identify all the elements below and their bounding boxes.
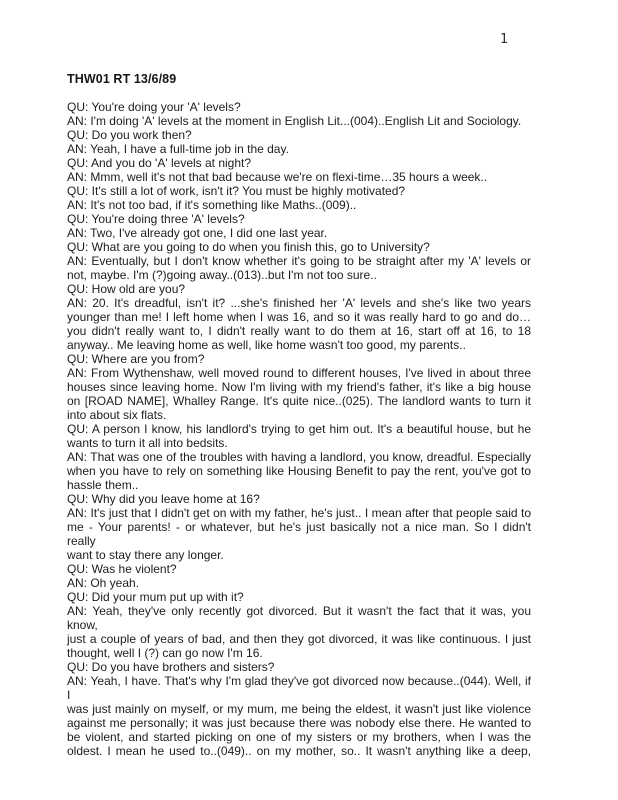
transcript-line: AN: 20. It's dreadful, isn't it? ...she's finished her 'A' levels and she's like two years [67, 296, 531, 310]
transcript-line: QU: Did your mum put up with it? [67, 590, 244, 604]
transcript-line: QU: A person I know, his landlord's trying to get him out. It's a beautiful house, but he [67, 422, 531, 436]
transcript-line: QU: You're doing three 'A' levels? [67, 212, 245, 226]
transcript-body [67, 100, 531, 758]
transcript-paragraph [67, 660, 531, 674]
transcript-line: QU: Do you work then? [67, 128, 192, 142]
transcript-line: oldest. I mean he used to..(049).. on my mother, so.. It wasn't anything like a deep, [67, 744, 531, 758]
transcript-paragraph [67, 100, 531, 114]
transcript-line: AN: Yeah, I have. That's why I'm glad they've got divorced now because..(044). Well, if I [67, 674, 531, 702]
transcript-paragraph [67, 562, 531, 576]
transcript-paragraph [67, 226, 531, 240]
transcript-paragraph [67, 674, 531, 758]
transcript-line: AN: Mmm, well it's not that bad because we're on flexi-time…35 hours a week.. [67, 170, 488, 184]
transcript-line: you didn't really want to, I didn't really want to do them at 16, start off at 16, to 18 [67, 324, 531, 338]
transcript-paragraph [67, 590, 531, 604]
transcript-paragraph [67, 156, 531, 170]
transcript-line: QU: Was he violent? [67, 562, 177, 576]
transcript-paragraph [67, 184, 531, 198]
transcript-line: was just mainly on myself, or my mum, me being the eldest, it wasn't just like violence [67, 702, 531, 716]
transcript-paragraph [67, 170, 531, 184]
transcript-line: me - Your parents! - or whatever, but he's just basically not a nice man. So I didn't really [67, 520, 531, 548]
transcript-paragraph [67, 450, 531, 492]
transcript-line: QU: It's still a lot of work, isn't it? You must be highly motivated? [67, 184, 406, 198]
transcript-line: AN: Oh yeah. [67, 576, 140, 590]
transcript-line: QU: What are you going to do when you finish this, go to University? [67, 240, 430, 254]
transcript-paragraph [67, 422, 531, 450]
page-number: 1 [500, 32, 508, 47]
transcript-paragraph [67, 604, 531, 660]
transcript-line: QU: Where are you from? [67, 352, 205, 366]
transcript-paragraph [67, 506, 531, 562]
transcript-paragraph [67, 254, 531, 282]
transcript-line: not, maybe. I'm (?)going away..(013)..but I'm not too sure.. [67, 268, 377, 282]
transcript-line: AN: From Wythenshaw, well moved round to different houses, I've lived in about three [67, 366, 531, 380]
transcript-line: hassle them.. [67, 478, 139, 492]
transcript-paragraph [67, 296, 531, 352]
transcript-line: into about six flats. [67, 408, 167, 422]
transcript-line: be violent, and started picking on one of my sisters or my brothers, when I was the [67, 730, 531, 744]
transcript-header: THW01 RT 13/6/89 [67, 72, 177, 86]
transcript-paragraph [67, 142, 531, 156]
transcript-paragraph [67, 198, 531, 212]
transcript-line: QU: Do you have brothers and sisters? [67, 660, 275, 674]
transcript-paragraph [67, 352, 531, 366]
transcript-paragraph [67, 212, 531, 226]
transcript-line: houses since leaving home. Now I'm living with my friend's father, it's like a big house [67, 380, 531, 394]
transcript-line: AN: Eventually, but I don't know whether it's going to be straight after my 'A' levels or [67, 254, 531, 268]
transcript-line: QU: You're doing your 'A' levels? [67, 100, 241, 114]
transcript-line: AN: It's not too bad, if it's something like Maths..(009).. [67, 198, 357, 212]
transcript-line: want to stay there any longer. [67, 548, 224, 562]
transcript-line: QU: And you do 'A' levels at night? [67, 156, 252, 170]
transcript-line: QU: How old are you? [67, 282, 186, 296]
transcript-line: on [ROAD NAME], Whalley Range. It's quite nice..(025). The landlord wants to turn it [67, 394, 531, 408]
transcript-line: AN: It's just that I didn't get on with my father, he's just.. I mean after that people said to [67, 506, 531, 520]
transcript-line: AN: Yeah, I have a full-time job in the day. [67, 142, 289, 156]
transcript-line: AN: That was one of the troubles with having a landlord, you know, dreadful. Especially [67, 450, 531, 464]
transcript-line: anyway.. Me leaving home as well, like home wasn't too good, my parents.. [67, 338, 466, 352]
transcript-line: QU: Why did you leave home at 16? [67, 492, 260, 506]
transcript-line: younger than me! I left home when I was 16, and so it was really hard to go and do… [67, 310, 531, 324]
transcript-line: AN: Yeah, they've only recently got divorced. But it wasn't the fact that it was, you know, [67, 604, 531, 632]
transcript-line: AN: Two, I've already got one, I did one last year. [67, 226, 328, 240]
transcript-line: AN: I'm doing 'A' levels at the moment in English Lit...(004)..English Lit and Sociology. [67, 114, 522, 128]
transcript-line: when you have to rely on something like Housing Benefit to pay the rent, you've got to [67, 464, 531, 478]
transcript-line: wants to turn it all into bedsits. [67, 436, 228, 450]
transcript-line: just a couple of years of bad, and then they got divorced, it was like continuous. I just [67, 632, 531, 646]
transcript-line: thought, well I (?) can go now I'm 16. [67, 646, 263, 660]
transcript-paragraph [67, 240, 531, 254]
transcript-paragraph [67, 282, 531, 296]
transcript-paragraph [67, 128, 531, 142]
transcript-paragraph [67, 492, 531, 506]
transcript-paragraph [67, 366, 531, 422]
transcript-content [67, 72, 531, 758]
transcript-paragraph [67, 114, 531, 128]
transcript-paragraph [67, 576, 531, 590]
transcript-line: against me personally; it was just because there was nobody else there. He wanted to [67, 716, 531, 730]
